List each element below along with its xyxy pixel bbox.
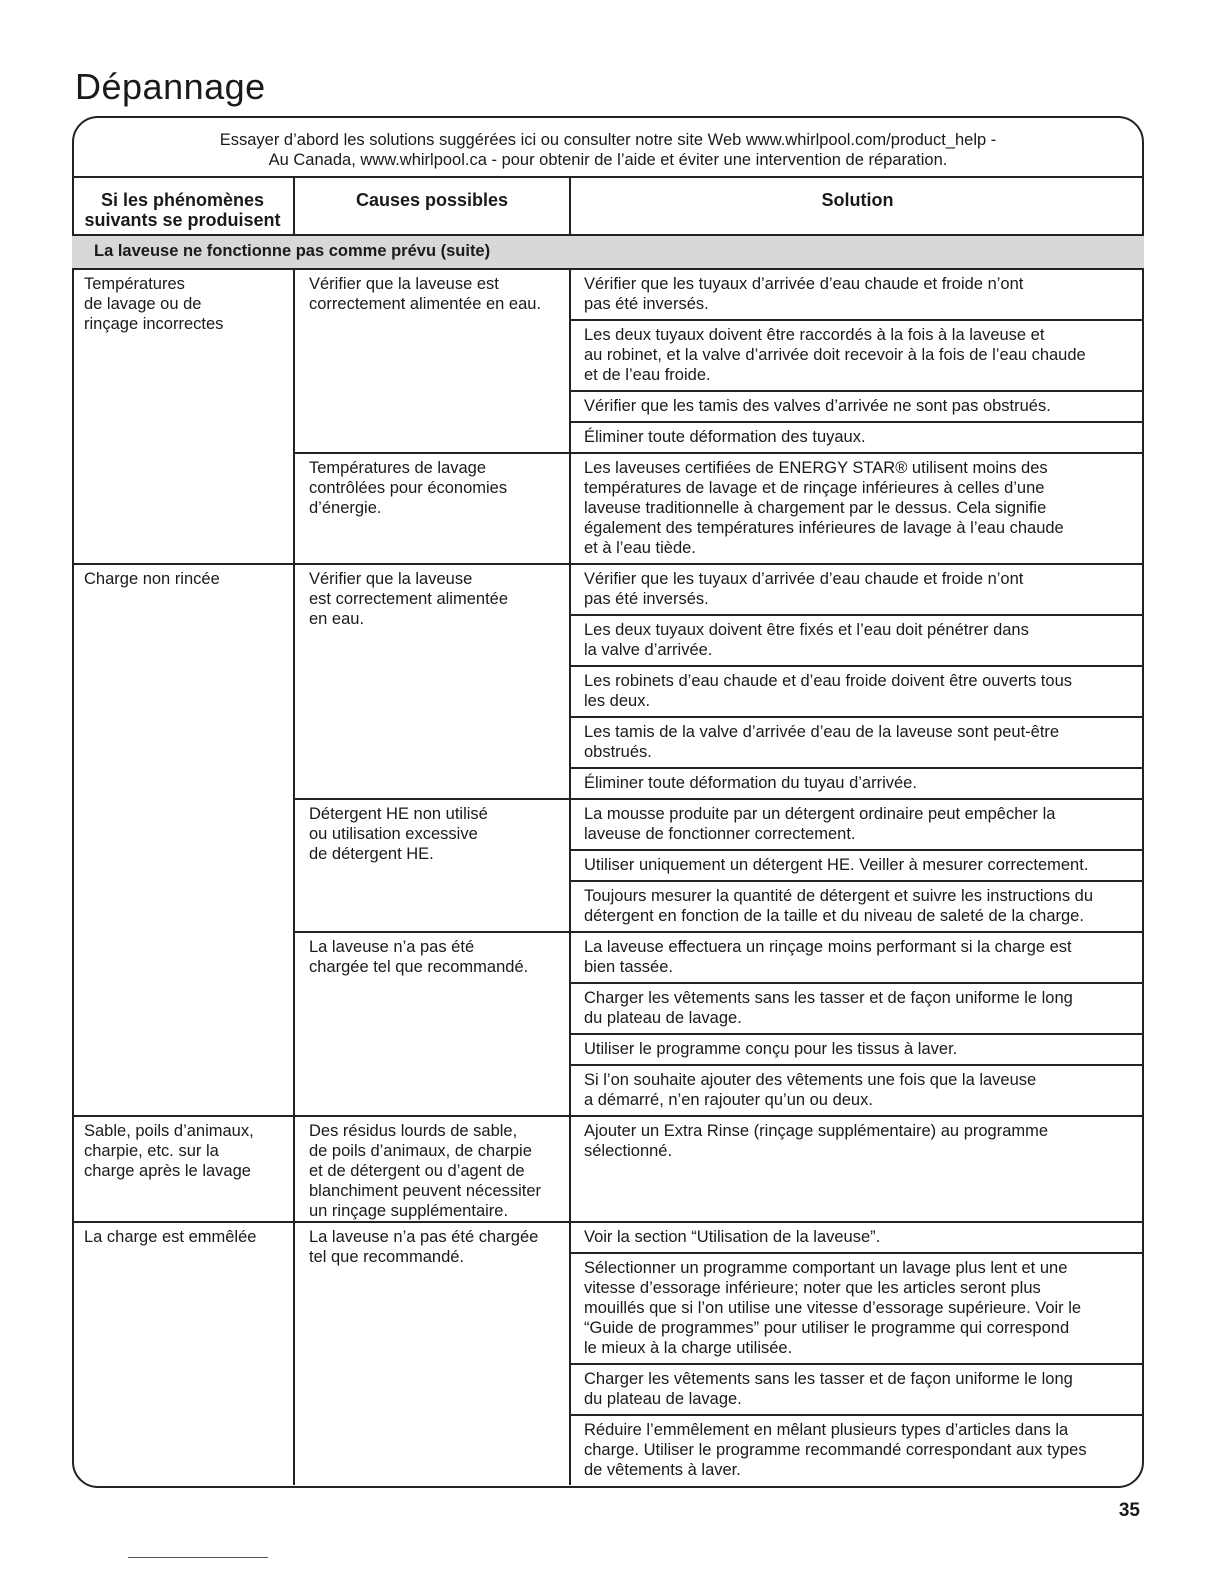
solution-item: Charger les vêtements sans les tasser et de façon uniforme le long du plateau de lavage.: [571, 1365, 1144, 1416]
symptom-cell: Sable, poils d’animaux, charpie, etc. sur la charge après le lavage: [72, 1116, 294, 1222]
solution-item: La mousse produite par un détergent ordinaire peut empêcher la laveuse de fonctionner correctement.: [571, 800, 1144, 851]
solution-item: Les laveuses certifiées de ENERGY STAR® utilisent moins des températures de lavage et de rinçage inférieures à celles d’une laveuse traditionnelle à chargement par le dessus. Cela signifie également des températures inférieures de lavage à l’eau chaude et à l’eau tiède.: [584, 459, 1064, 557]
solution-cell: [570, 564, 1144, 799]
cause-cell: Des résidus lourds de sable, de poils d’animaux, de charpie et de détergent ou d’agent de blanchiment peuvent nécessiter un rinçage supplémentaire.: [294, 1116, 570, 1222]
cause-cell: La laveuse n’a pas été chargée tel que recommandé.: [294, 932, 570, 1116]
solution-item: Vérifier que les tuyaux d’arrivée d’eau chaude et froide n’ont pas été inversés.: [571, 565, 1144, 616]
solution-item: Sélectionner un programme comportant un lavage plus lent et une vitesse d’essorage inférieure; noter que les articles seront plus mouillés que si l’on utilise une vitesse d’essorage supérieure. Voir le “Guide de programmes” pour utiliser le programme qui correspond le mieux à la charge utilisée.: [571, 1254, 1144, 1365]
solution-item: La laveuse effectuera un rinçage moins performant si la charge est bien tassée.: [571, 933, 1144, 984]
intro-text: [74, 130, 1142, 170]
solution-item: Utiliser le programme conçu pour les tissus à laver.: [571, 1035, 1144, 1066]
solution-item: Vérifier que les tuyaux d’arrivée d’eau chaude et froide n’ont pas été inversés.: [571, 270, 1144, 321]
solution-item: Charger les vêtements sans les tasser et de façon uniforme le long du plateau de lavage.: [571, 984, 1144, 1035]
cause-cell: Vérifier que la laveuse est correctement alimentée en eau.: [294, 269, 570, 453]
page-title: Dépannage: [75, 66, 266, 107]
cause-cell: La laveuse n’a pas été chargée tel que recommandé.: [294, 1222, 570, 1485]
table-row: [72, 269, 1144, 453]
cause-cell: Vérifier que la laveuse est correctement alimentée en eau.: [294, 564, 570, 799]
symptom-cell: Températures de lavage ou de rinçage incorrectes: [72, 269, 294, 564]
table-row: [72, 1222, 1144, 1485]
solution-item: Toujours mesurer la quantité de détergent et suivre les instructions du détergent en fonction de la taille et du niveau de saleté de la charge.: [584, 887, 1094, 925]
header-solution: Solution: [570, 177, 1144, 235]
solution-cell: [570, 932, 1144, 1116]
page-number: 35: [1118, 1500, 1140, 1521]
intro-line-1: Essayer d’abord les solutions suggérées ici ou consulter notre site Web www.whirlpool.com/product_help -: [219, 131, 997, 149]
symptom-cell: Charge non rincée: [72, 564, 294, 1116]
solution-cell: [570, 453, 1144, 564]
cause-cell: Détergent HE non utilisé ou utilisation excessive de détergent HE.: [294, 799, 570, 932]
solution-item: Les robinets d’eau chaude et d’eau froide doivent être ouverts tous les deux.: [571, 667, 1144, 718]
solution-item: Les deux tuyaux doivent être raccordés à la fois à la laveuse et au robinet, et la valve d’arrivée doit recevoir à la fois de l’eau chaude et de l’eau froide.: [571, 321, 1144, 392]
solution-cell: [570, 1222, 1144, 1485]
solution-item: Éliminer toute déformation du tuyau d’arrivée.: [584, 774, 917, 792]
solution-cell: [570, 799, 1144, 932]
symptom-cell: La charge est emmêlée: [72, 1222, 294, 1485]
solution-item: Vérifier que les tamis des valves d’arrivée ne sont pas obstrués.: [571, 392, 1144, 423]
table-row: [72, 564, 1144, 799]
intro-line-2: Au Canada, www.whirlpool.ca - pour obtenir de l’aide et éviter une intervention de réparation.: [268, 151, 948, 169]
section-band-row: [72, 235, 1144, 269]
solution-cell: [570, 269, 1144, 453]
section-band: La laveuse ne fonctionne pas comme prévu (suite): [72, 235, 1144, 269]
solution-item: Réduire l’emmêlement en mêlant plusieurs types d’articles dans la charge. Utiliser le programme recommandé correspondant aux types de vêtements à laver.: [584, 1421, 1087, 1479]
header-symptoms-line-2: suivants se produisent: [84, 210, 281, 230]
cause-cell: Températures de lavage contrôlées pour économies d’énergie.: [294, 453, 570, 564]
solution-item: Utiliser uniquement un détergent HE. Veiller à mesurer correctement.: [571, 851, 1144, 882]
solution-item: Les tamis de la valve d’arrivée d’eau de la laveuse sont peut-être obstrués.: [571, 718, 1144, 769]
solution-cell: [570, 1116, 1144, 1222]
footer-rule: [128, 1557, 268, 1558]
solution-item: Si l’on souhaite ajouter des vêtements une fois que la laveuse a démarré, n’en rajouter qu’un ou deux.: [584, 1071, 1037, 1109]
header-causes: Causes possibles: [294, 177, 570, 235]
solution-item: Éliminer toute déformation des tuyaux.: [584, 428, 866, 446]
table-row: [72, 1116, 1144, 1222]
solution-item: Les deux tuyaux doivent être fixés et l’eau doit pénétrer dans la valve d’arrivée.: [571, 616, 1144, 667]
troubleshooting-table: [72, 176, 1144, 1485]
solution-item: Voir la section “Utilisation de la laveuse”.: [571, 1223, 1144, 1254]
table-header-row: [72, 177, 1144, 235]
header-symptoms-line-1: Si les phénomènes: [100, 190, 265, 210]
solution-item: Ajouter un Extra Rinse (rinçage supplémentaire) au programme sélectionné.: [584, 1122, 1049, 1160]
header-symptoms: [72, 177, 294, 235]
